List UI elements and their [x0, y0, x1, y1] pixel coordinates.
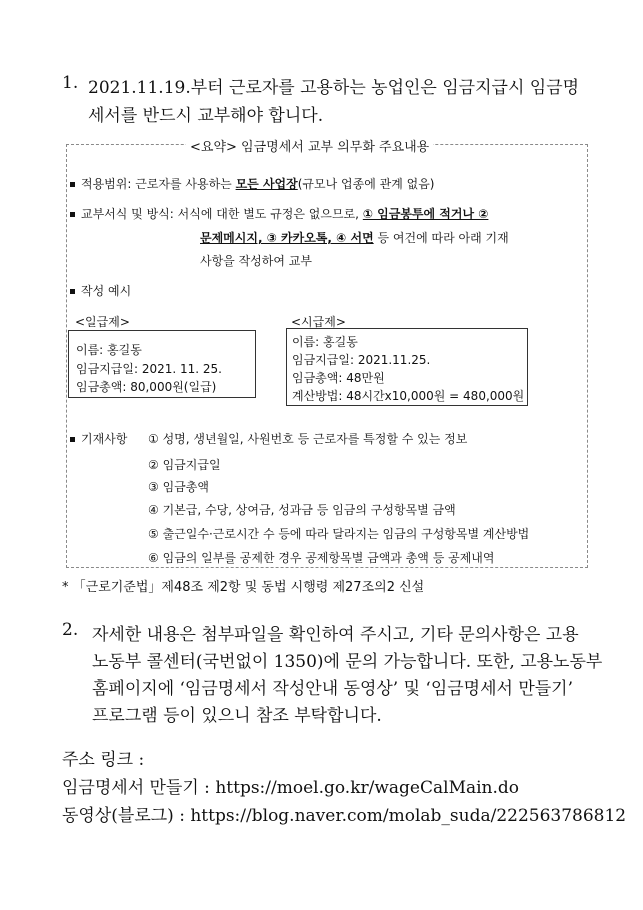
section1-line1: 2021.11.19.부터 근로자를 고용하는 농업인은 임금지급시 임금명 [88, 78, 580, 98]
example-label: 작성 예시 [81, 284, 132, 298]
list-item: ② 임금지급일 [148, 458, 221, 472]
list-item: ① 성명, 생년월일, 사원번호 등 근로자를 특정할 수 있는 정보 [148, 432, 468, 446]
video-link-label: 동영상(블로그) : [62, 806, 191, 826]
scope-row [70, 175, 434, 192]
daily-name: 이름: 홍길동 [76, 343, 142, 357]
section1-number: 1. [62, 73, 79, 93]
links-heading: 주소 링크 : [62, 750, 145, 770]
example-row [70, 282, 131, 299]
calc-link-label: 임금명세서 만들기 : [62, 778, 216, 798]
bullet-icon [70, 437, 75, 442]
scope-label: 적용범위: 근로자를 사용하는 [81, 177, 236, 191]
method-emphasis-1: ① 임금봉투에 적거나 ② [362, 207, 489, 221]
method-label: 교부서식 및 방식: 서식에 대한 별도 규정은 없으므로, [81, 207, 363, 221]
calc-link[interactable]: https://moel.go.kr/wageCalMain.do [215, 778, 520, 798]
items-row [70, 430, 127, 447]
hourly-total: 임금총액: 48만원 [292, 371, 385, 385]
daily-payday: 임금지급일: 2021. 11. 25. [76, 362, 222, 376]
video-link[interactable]: https://blog.naver.com/molab_suda/222563786812 [190, 806, 627, 826]
section2-line4: 프로그램 등이 있으니 참조 부탁합니다. [92, 706, 382, 726]
summary-title: <요약> 임금명세서 교부 의무화 주요내용 [186, 136, 433, 155]
bullet-icon [70, 289, 75, 294]
scope-emphasis: 모든 사업장 [235, 177, 298, 191]
method-row-3: 사항을 작성하여 교부 [200, 254, 312, 268]
calc-link-row [62, 773, 519, 798]
items-label: 기재사항 [81, 432, 128, 446]
bullet-icon [70, 212, 75, 217]
section1-line2: 세서를 반드시 교부해야 합니다. [88, 106, 324, 126]
daily-total: 임금총액: 80,000원(일급) [76, 380, 217, 394]
footnote: * 「근로기준법」제48조 제2항 및 동법 시행령 제27조의2 신설 [62, 580, 425, 595]
scope-tail: (규모나 업종에 관계 없음) [297, 177, 435, 191]
method-emphasis-2: 문제메시지, ③ 카카오톡, ④ 서면 [200, 231, 374, 245]
method-row-2 [200, 229, 509, 246]
hourly-name: 이름: 홍길동 [292, 335, 358, 349]
method-row [70, 205, 488, 222]
hourly-payday: 임금지급일: 2021.11.25. [292, 353, 431, 367]
video-link-row [62, 801, 626, 826]
method-line2-tail: 등 여건에 따라 아래 기재 [373, 231, 509, 245]
daily-example-label: <일급제> [75, 315, 130, 329]
list-item: ⑤ 출근일수·근로시간 수 등에 따라 달라지는 임금의 구성항목별 계산방법 [148, 527, 530, 541]
section2-line1: 자세한 내용은 첨부파일을 확인하여 주시고, 기타 문의사항은 고용 [92, 625, 579, 645]
section2-line2: 노동부 콜센터(국번없이 1350)에 문의 가능합니다. 또한, 고용노동부 [92, 652, 603, 672]
list-item: ④ 기본급, 수당, 상여금, 성과금 등 임금의 구성항목별 금액 [148, 503, 456, 517]
section2-line3: 홈페이지에 ‘임금명세서 작성안내 동영상’ 및 ‘임금명세서 만들기’ [92, 679, 574, 699]
hourly-example-label: <시급제> [291, 315, 346, 329]
hourly-calc: 계산방법: 48시간x10,000원 = 480,000원 [292, 389, 525, 403]
list-item: ③ 임금총액 [148, 480, 209, 494]
list-item: ⑥ 임금의 일부를 공제한 경우 공제항목별 금액과 총액 등 공제내역 [148, 551, 495, 565]
bullet-icon [70, 182, 75, 187]
section2-number: 2. [62, 620, 79, 640]
